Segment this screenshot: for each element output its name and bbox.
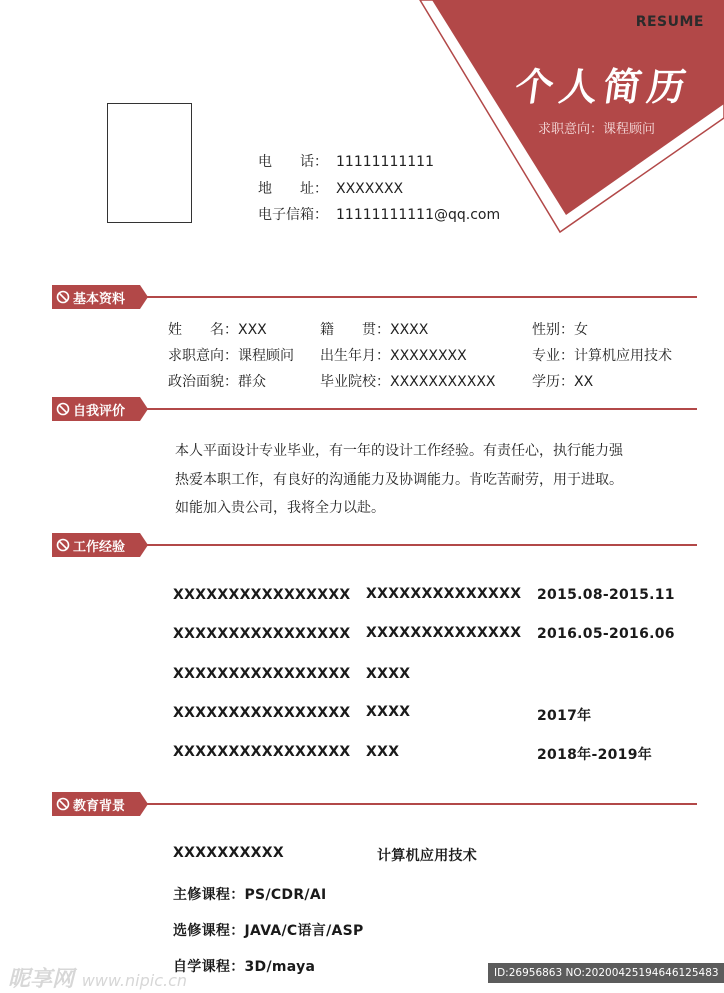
section-divider — [144, 296, 697, 298]
edu-main-courses: 主修课程：PS/CDR/AI — [173, 887, 327, 903]
work-period: 2015.08-2015.11 — [537, 587, 675, 603]
work-period: 2018年-2019年 — [537, 747, 653, 763]
info-name: 姓 名：XXX — [168, 322, 267, 338]
resume-label: RESUME — [635, 14, 704, 30]
work-period: 2017年 — [537, 708, 592, 724]
contact-address — [258, 178, 403, 198]
info-degree: 学历：XX — [532, 374, 594, 390]
work-position: XXXXXXXXXXXXXX — [366, 625, 522, 641]
work-period: 2016.05-2016.06 — [537, 626, 675, 642]
section-divider — [144, 544, 697, 546]
work-company: XXXXXXXXXXXXXXXX — [173, 705, 351, 721]
edu-elective-courses: 选修课程：JAVA/C语言/ASP — [173, 923, 364, 939]
contact-label: 地 址： — [258, 181, 328, 197]
section-divider — [144, 803, 697, 805]
section-title: 教育背景 — [73, 799, 126, 814]
work-position: XXXXXXXXXXXXXX — [366, 586, 522, 602]
self-eval-line: 热爱本职工作，有良好的沟通能力及协调能力。肯吃苦耐劳，用于进取。 — [175, 472, 623, 488]
section-work — [52, 533, 697, 559]
contact-email — [258, 204, 500, 224]
work-company: XXXXXXXXXXXXXXXX — [173, 666, 351, 682]
contact-value: 11111111111 — [336, 154, 434, 170]
work-company: XXXXXXXXXXXXXXXX — [173, 587, 351, 603]
self-eval-line: 本人平面设计专业毕业，有一年的设计工作经验。有责任心，执行能力强 — [175, 443, 623, 459]
self-eval-line: 如能加入贵公司，我将全力以赴。 — [175, 500, 385, 516]
work-position: XXX — [366, 744, 400, 760]
contact-value: XXXXXXX — [336, 181, 404, 197]
section-title: 自我评价 — [73, 404, 126, 419]
edu-major: 计算机应用技术 — [377, 848, 478, 864]
section-self-eval — [52, 397, 697, 423]
info-birth: 出生年月：XXXXXXXX — [320, 348, 467, 364]
section-basic-info — [52, 285, 697, 311]
info-school: 毕业院校：XXXXXXXXXXX — [320, 374, 496, 390]
section-title: 基本资料 — [73, 292, 126, 307]
job-target: 求职意向：课程顾问 — [538, 122, 656, 137]
photo-placeholder — [107, 103, 192, 223]
section-divider — [144, 408, 697, 410]
contact-label: 电子信箱： — [258, 207, 328, 223]
info-gender: 性别：女 — [532, 322, 588, 338]
watermark-site — [8, 962, 187, 993]
work-company: XXXXXXXXXXXXXXXX — [173, 744, 351, 760]
section-title: 工作经验 — [73, 540, 126, 555]
info-job-target: 求职意向：课程顾问 — [168, 348, 294, 364]
page-title: 个人简历 — [512, 64, 695, 109]
contact-phone — [258, 151, 434, 171]
watermark-id: ID:26956863 NO:20200425194646125483 — [488, 963, 724, 983]
watermark-site-name: 昵享网 — [8, 967, 75, 992]
section-education — [52, 792, 697, 818]
work-position: XXXX — [366, 666, 411, 682]
contact-value: 11111111111@qq.com — [336, 207, 501, 223]
edu-school: XXXXXXXXXX — [173, 845, 284, 861]
info-political: 政治面貌：群众 — [168, 374, 266, 390]
edu-self-study: 自学课程：3D/maya — [173, 959, 316, 975]
info-hometown: 籍 贯：XXXX — [320, 322, 429, 338]
work-company: XXXXXXXXXXXXXXXX — [173, 626, 351, 642]
watermark-url: www.nipic.cn — [81, 971, 188, 990]
contact-label: 电 话： — [258, 154, 328, 170]
info-major: 专业：计算机应用技术 — [532, 348, 672, 364]
work-position: XXXX — [366, 704, 411, 720]
